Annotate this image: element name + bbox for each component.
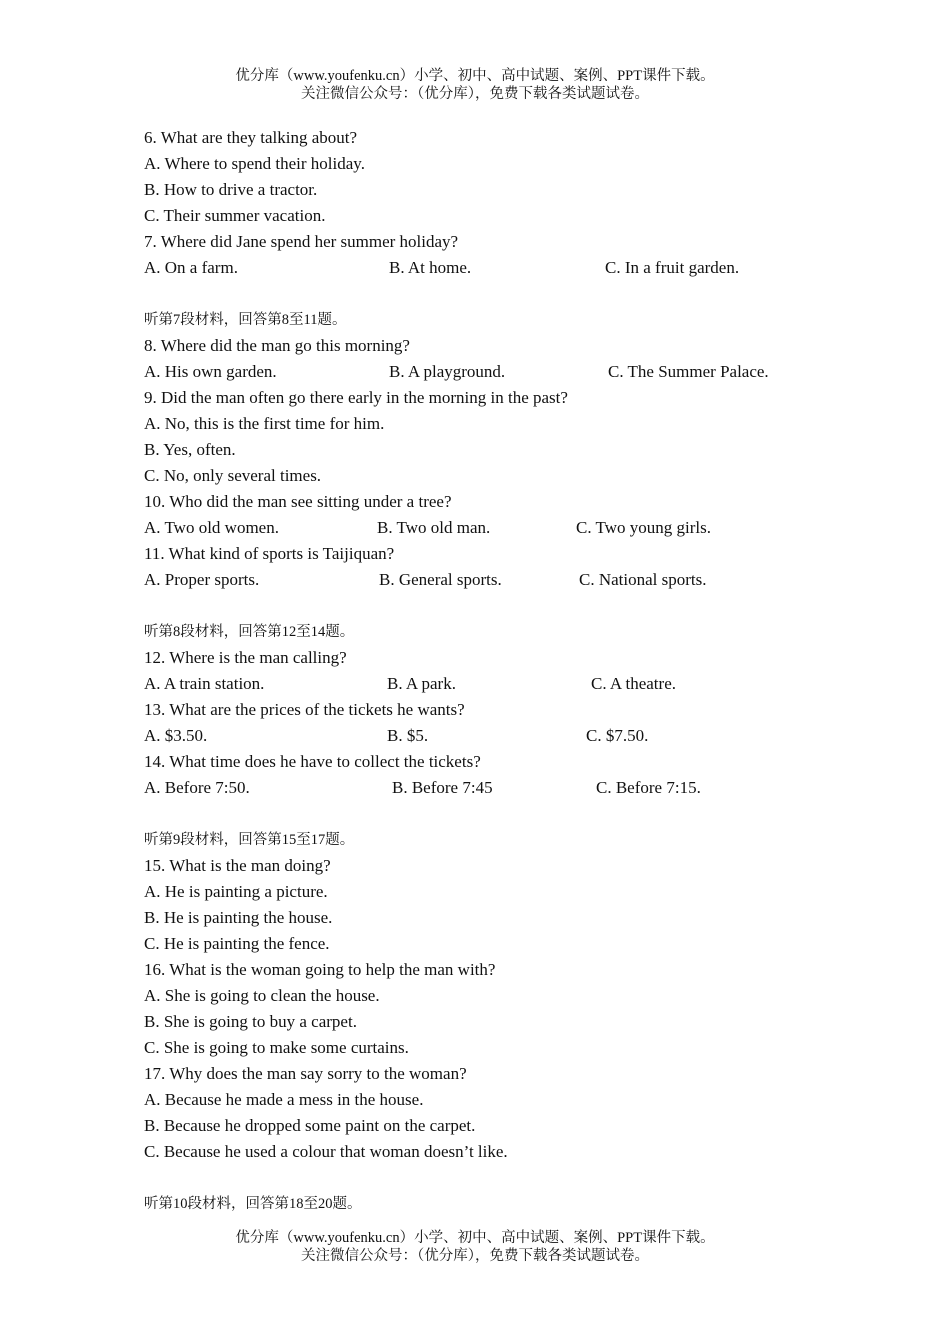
question-9-stem: 9. Did the man often go there early in the morning in the past?: [144, 388, 568, 407]
question-12-option-b: B. A park.: [387, 674, 456, 693]
question-10-option-b: B. Two old man.: [377, 518, 491, 537]
question-16-option-a: A. She is going to clean the house.: [144, 986, 380, 1005]
question-14-option-a: A. Before 7:50.: [144, 778, 250, 797]
question-13-stem: 13. What are the prices of the tickets he wants?: [144, 700, 465, 719]
question-13-option-b: B. $5.: [387, 726, 429, 745]
question-9-option-c: C. No, only several times.: [144, 466, 322, 485]
question-17-option-c: C. Because he used a colour that woman doesn’t like.: [144, 1142, 508, 1161]
question-6-option-a: A. Where to spend their holiday.: [144, 154, 365, 173]
question-16-option-b: B. She is going to buy a carpet.: [144, 1012, 357, 1031]
question-7-option-c: C. In a fruit garden.: [605, 258, 740, 277]
page-footer: [0, 1229, 950, 1265]
question-9-option-b: B. Yes, often.: [144, 440, 236, 459]
question-15-option-b: B. He is painting the house.: [144, 908, 333, 927]
question-11-stem: 11. What kind of sports is Taijiquan?: [144, 544, 395, 563]
question-12-stem: 12. Where is the man calling?: [144, 648, 347, 667]
section-7-instruction: 听第7段材料，回答第8至11题。: [144, 312, 347, 328]
question-7-option-b: B. At home.: [389, 258, 472, 277]
question-14-option-c: C. Before 7:15.: [596, 778, 701, 797]
question-15-option-c: C. He is painting the fence.: [144, 934, 330, 953]
section-8-instruction: 听第8段材料，回答第12至14题。: [144, 624, 355, 640]
question-13-option-a: A. $3.50.: [144, 726, 208, 745]
question-11-option-b: B. General sports.: [379, 570, 502, 589]
section-10-instruction: 听第10段材料，回答第18至20题。: [144, 1196, 362, 1212]
header-line-1: 优分库（www.youfenku.cn）小学、初中、高中试题、案例、PPT课件下载。: [235, 68, 715, 84]
question-15-stem: 15. What is the man doing?: [144, 856, 331, 875]
header-line-2: 关注微信公众号：（优分库），免费下载各类试题试卷。: [301, 86, 649, 102]
footer-line-1: 优分库（www.youfenku.cn）小学、初中、高中试题、案例、PPT课件下载。: [235, 1230, 715, 1246]
question-14-option-b: B. Before 7:45: [392, 778, 493, 797]
question-10-stem: 10. Who did the man see sitting under a tree?: [144, 492, 452, 511]
question-10-option-c: C. Two young girls.: [576, 518, 711, 537]
question-7-option-a: A. On a farm.: [144, 258, 238, 277]
question-8-option-a: A. His own garden.: [144, 362, 277, 381]
question-15-option-a: A. He is painting a picture.: [144, 882, 328, 901]
question-8-stem: 8. Where did the man go this morning?: [144, 336, 410, 355]
section-9-instruction: 听第9段材料，回答第15至17题。: [144, 832, 355, 848]
footer-line-2: 关注微信公众号：（优分库），免费下载各类试题试卷。: [301, 1248, 649, 1264]
question-16-option-c: C. She is going to make some curtains.: [144, 1038, 409, 1057]
question-10-option-a: A. Two old women.: [144, 518, 279, 537]
question-17-option-b: B. Because he dropped some paint on the carpet.: [144, 1116, 476, 1135]
question-7-stem: 7. Where did Jane spend her summer holiday?: [144, 232, 459, 251]
question-16-stem: 16. What is the woman going to help the man with?: [144, 960, 496, 979]
page-header: [0, 67, 950, 103]
question-13-option-c: C. $7.50.: [586, 726, 649, 745]
question-12-option-a: A. A train station.: [144, 674, 265, 693]
question-9-option-a: A. No, this is the first time for him.: [144, 414, 385, 433]
question-11-option-c: C. National sports.: [579, 570, 707, 589]
question-6-stem: 6. What are they talking about?: [144, 128, 358, 147]
question-12-option-c: C. A theatre.: [591, 674, 676, 693]
question-14-stem: 14. What time does he have to collect the tickets?: [144, 752, 481, 771]
question-11-option-a: A. Proper sports.: [144, 570, 260, 589]
question-6-option-b: B. How to drive a tractor.: [144, 180, 318, 199]
question-8-option-b: B. A playground.: [389, 362, 506, 381]
question-8-option-c: C. The Summer Palace.: [608, 362, 769, 381]
question-17-option-a: A. Because he made a mess in the house.: [144, 1090, 424, 1109]
question-17-stem: 17. Why does the man say sorry to the woman?: [144, 1064, 467, 1083]
question-6-option-c: C. Their summer vacation.: [144, 206, 326, 225]
